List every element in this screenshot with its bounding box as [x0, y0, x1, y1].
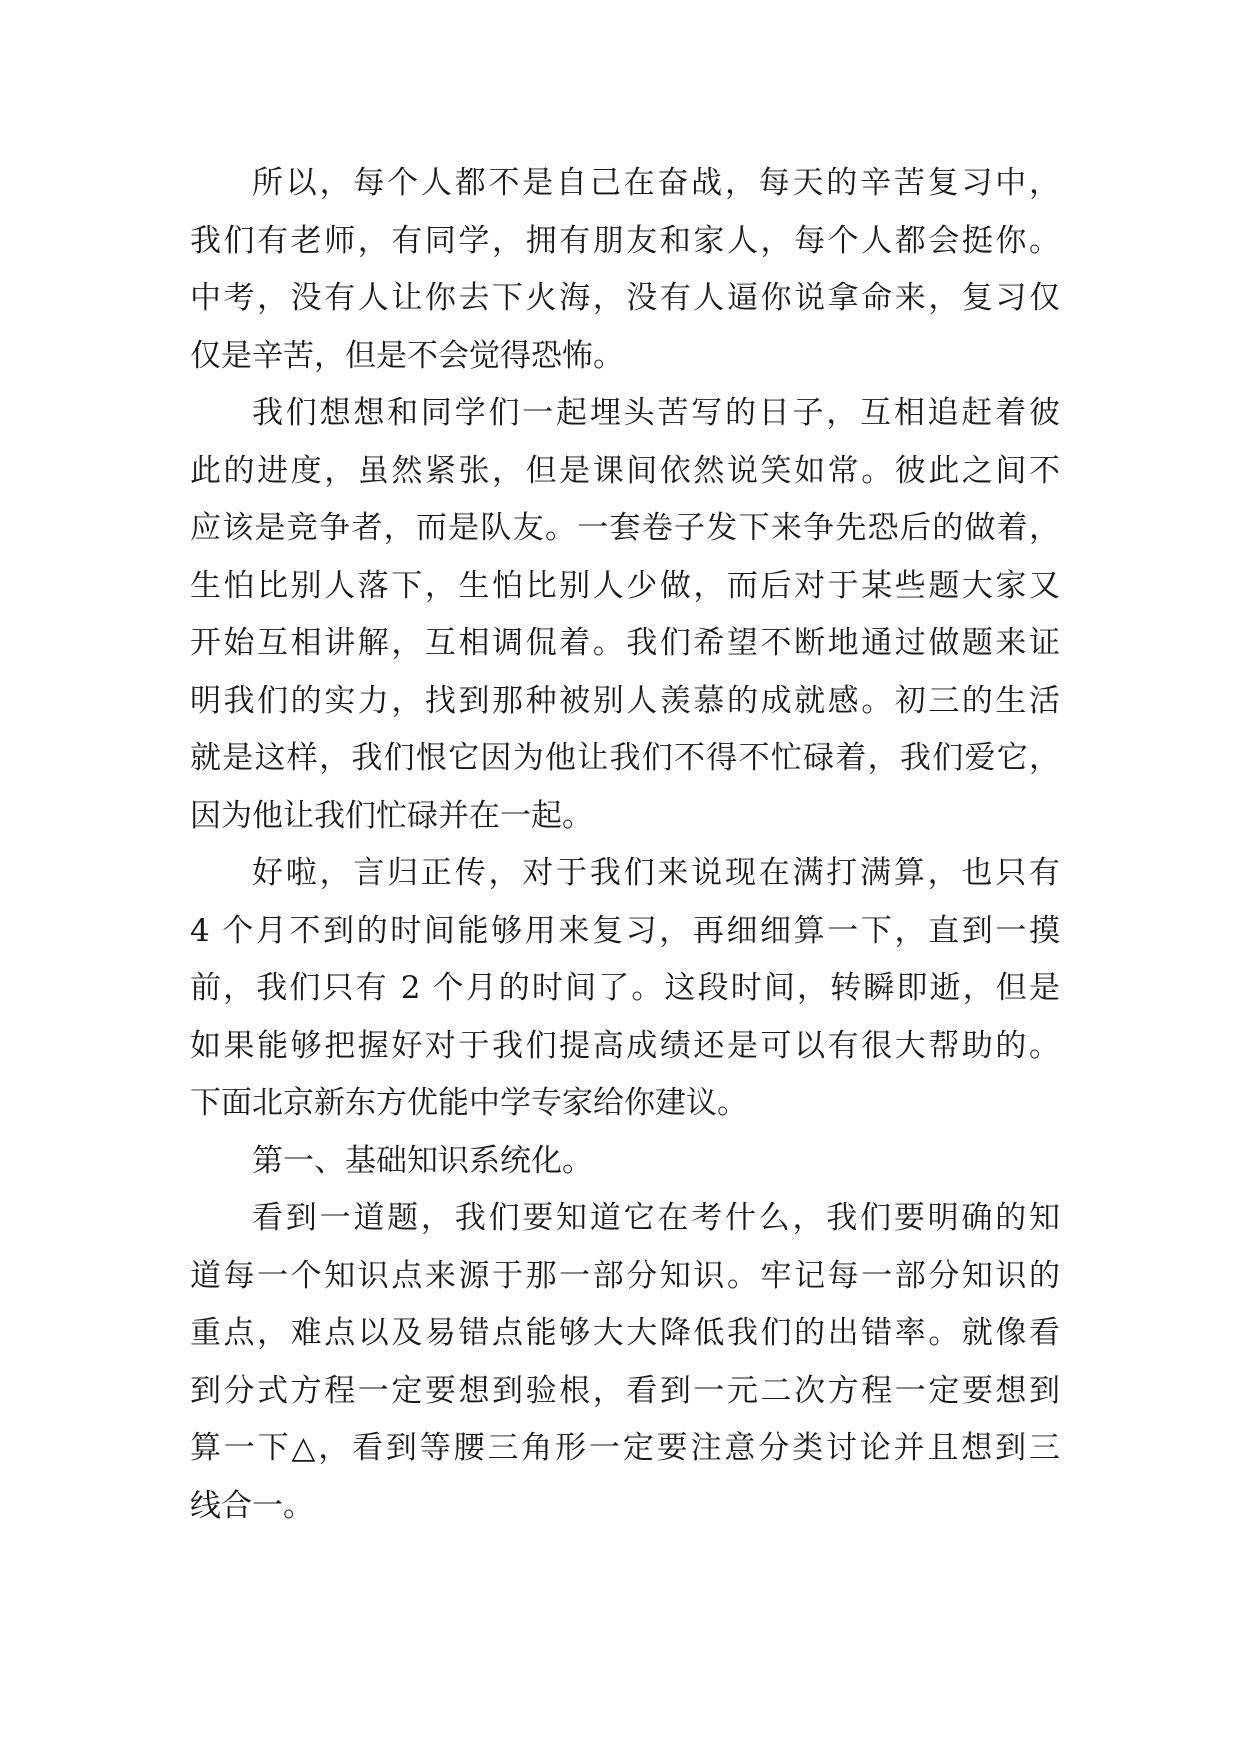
text-line: 我们有老师，有同学，拥有朋友和家人，每个人都会挺你。 — [190, 222, 1060, 259]
text-line: 所以，每个人都不是自己在奋战，每天的辛苦复习中， — [252, 165, 1060, 201]
text-line: 下面北京新东方优能中学专家给你建议。 — [190, 1085, 748, 1121]
section-heading — [190, 1133, 1060, 1191]
text-line: 好啦，言归正传，对于我们来说现在满打满算，也只有 — [252, 855, 1060, 891]
text-line: 我们想想和同学们一起埋头苦写的日子，互相追赶着彼 — [252, 395, 1060, 431]
text-line: 4 个月不到的时间能够用来复习，再细细算一下，直到一摸 — [190, 912, 1060, 949]
text-line: 道每一个知识点来源于那一部分知识。牢记每一部分知识的 — [190, 1257, 1060, 1294]
text-line: 算一下△，看到等腰三角形一定要注意分类讨论并且想到三 — [190, 1430, 1060, 1466]
document-body — [190, 155, 1060, 1535]
text-line: 看到一道题，我们要知道它在考什么，我们要明确的知 — [252, 1200, 1060, 1236]
text-line: 中考，没有人让你去下火海，没有人逼你说拿命来，复习仅 — [190, 280, 1060, 316]
paragraph — [190, 385, 1060, 845]
paragraph — [190, 1190, 1060, 1535]
text-line: 重点，难点以及易错点能够大大降低我们的出错率。就像看 — [190, 1315, 1060, 1351]
text-line: 应该是竞争者，而是队友。一套卷子发下来争先恐后的做着， — [190, 510, 1060, 546]
text-line: 仅是辛苦，但是不会觉得恐怖。 — [190, 337, 624, 374]
paragraph — [190, 155, 1060, 385]
text-line: 生怕比别人落下，生怕比别人少做，而后对于某些题大家又 — [190, 567, 1060, 604]
text-line: 线合一。 — [190, 1487, 314, 1524]
text-line: 此的进度，虽然紧张，但是课间依然说笑如常。彼此之间不 — [190, 452, 1060, 489]
text-line: 开始互相讲解，互相调侃着。我们希望不断地通过做题来证 — [190, 625, 1060, 661]
text-line: 明我们的实力，找到那种被别人羡慕的成就感。初三的生活 — [190, 682, 1060, 719]
paragraph — [190, 845, 1060, 1133]
text-line: 因为他让我们忙碌并在一起。 — [190, 797, 593, 834]
text-line: 到分式方程一定要想到验根，看到一元二次方程一定要想到 — [190, 1372, 1060, 1409]
text-line: 就是这样，我们恨它因为他让我们不得不忙碌着，我们爱它， — [190, 740, 1060, 776]
text-line: 前，我们只有 2 个月的时间了。这段时间，转瞬即逝，但是 — [190, 970, 1060, 1006]
text-line: 第一、基础知识系统化。 — [252, 1142, 593, 1179]
text-line: 如果能够把握好对于我们提高成绩还是可以有很大帮助的。 — [190, 1027, 1060, 1064]
